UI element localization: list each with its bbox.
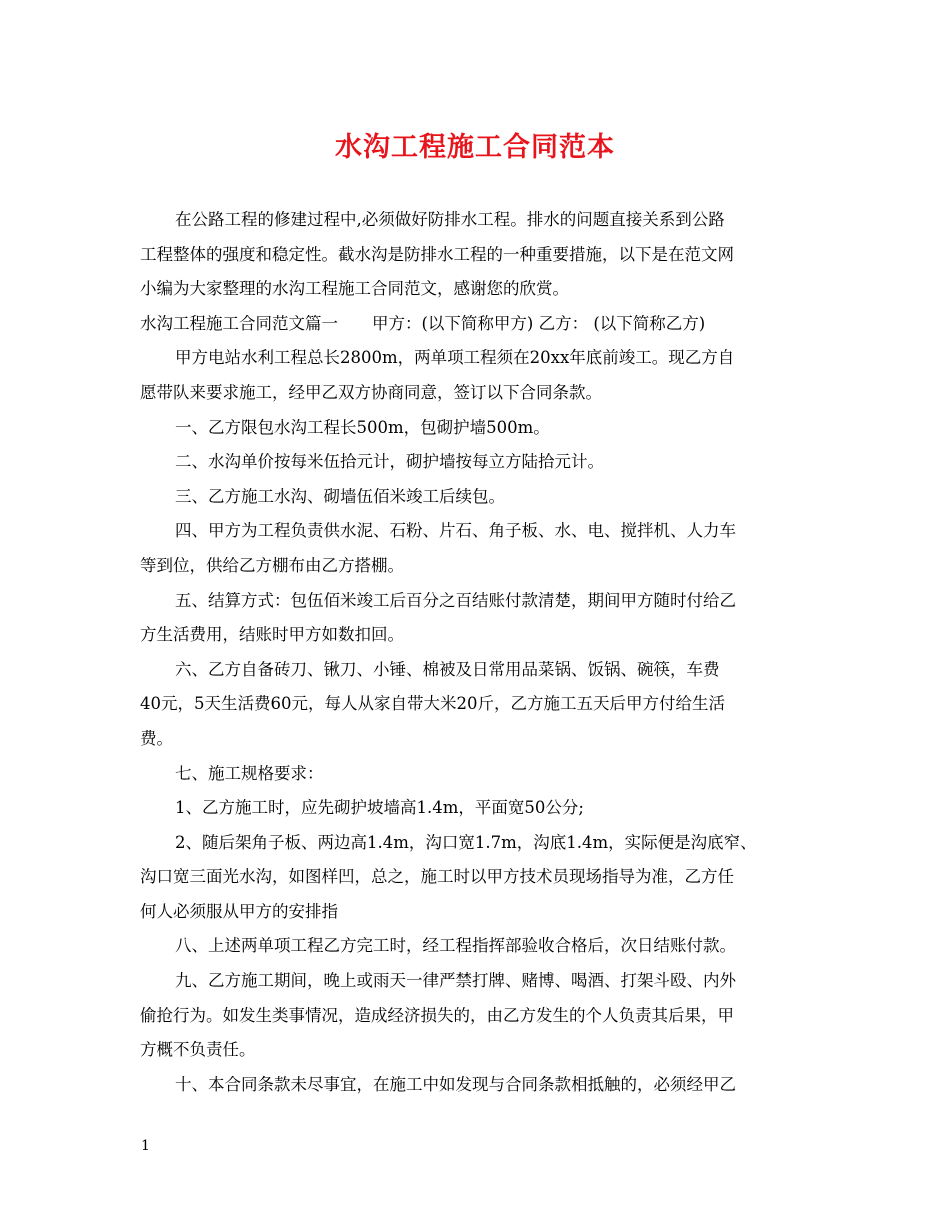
- body-line: 沟口宽三面光水沟，如图样凹，总之，施工时以甲方技术员现场指导为准，乙方任: [140, 867, 734, 887]
- body-line: 工程整体的强度和稳定性。截水沟是防排水工程的一种重要措施，以下是在范文网: [140, 244, 734, 264]
- document-body: [140, 203, 828, 1102]
- body-line: 五、结算方式：包伍佰米竣工后百分之百结账付款清楚，期间甲方随时付给乙: [175, 590, 736, 610]
- body-line: 费。: [140, 728, 173, 748]
- parties-text: 甲方：(以下简称甲方) 乙方： (以下简称乙方): [372, 313, 706, 333]
- body-line: 40元，5天生活费60元，每人从家自带大米20斤，乙方施工五天后甲方付给生活: [140, 694, 725, 714]
- body-line: 三、乙方施工水沟、砌墙伍佰米竣工后续包。: [175, 486, 505, 506]
- document-title: 水沟工程施工合同范本: [335, 132, 615, 163]
- body-line: 1、乙方施工时，应先砌护坡墙高1.4m，平面宽50公分;: [175, 798, 584, 818]
- body-line-heading: [140, 307, 828, 342]
- body-line: 二、水沟单价按每米伍拾元计，砌护墙按每立方陆拾元计。: [175, 452, 604, 472]
- page-number: 1: [141, 1138, 150, 1154]
- body-line: 方概不负责任。: [140, 1040, 256, 1060]
- body-line: 等到位，供给乙方棚布由乙方搭棚。: [140, 555, 404, 575]
- body-line: 甲方电站水利工程总长2800m，两单项工程须在20xx年底前竣工。现乙方自: [175, 348, 735, 368]
- body-line: 八、上述两单项工程乙方完工时，经工程指挥部验收合格后，次日结账付款。: [175, 936, 736, 956]
- body-line: 愿带队来要求施工，经甲乙双方协商同意，签订以下合同条款。: [140, 382, 602, 402]
- body-line: 六、乙方自备砖刀、锹刀、小锤、棉被及日常用品菜锅、饭锅、碗筷，车费: [175, 659, 720, 679]
- body-line: 一、乙方限包水沟工程长500m，包砌护墙500m。: [175, 417, 550, 437]
- body-line: 七、施工规格要求：: [175, 763, 324, 783]
- body-line: 何人必须服从甲方的安排指: [140, 901, 338, 921]
- body-line: 方生活费用，结账时甲方如数扣回。: [140, 625, 404, 645]
- body-line: 偷抢行为。如发生类事情况，造成经济损失的，由乙方发生的个人负责其后果，甲: [140, 1005, 734, 1025]
- body-line: 小编为大家整理的水沟工程施工合同范文，感谢您的欣赏。: [140, 279, 569, 299]
- section-heading: 水沟工程施工合同范文篇一: [140, 313, 338, 333]
- body-line: 2、随后架角子板、两边高1.4m，沟口宽1.7m，沟底1.4m，实际便是沟底窄、: [175, 832, 757, 852]
- body-line: 四、甲方为工程负责供水泥、石粉、片石、角子板、水、电、搅拌机、人力车: [175, 521, 736, 541]
- body-line: 十、本合同条款未尽事宜，在施工中如发现与合同条款相抵触的，必须经甲乙: [175, 1074, 736, 1094]
- body-line: 九、乙方施工期间，晚上或雨天一律严禁打牌、赌博、喝酒、打架斗殴、内外: [175, 971, 736, 991]
- body-line: 在公路工程的修建过程中,必须做好防排水工程。排水的问题直接关系到公路: [175, 210, 725, 229]
